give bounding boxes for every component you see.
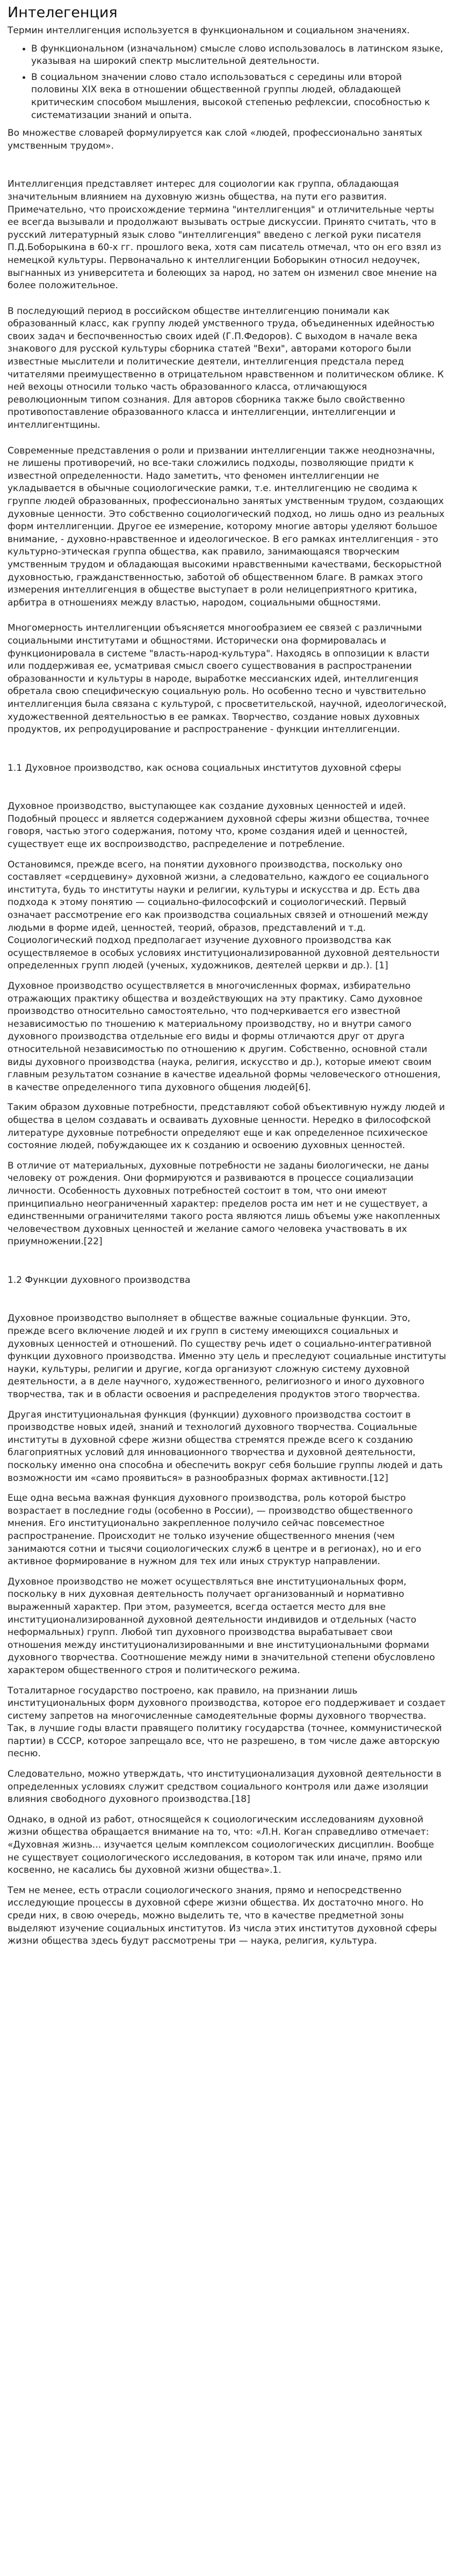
definition-paragraph: Во множестве словарей формулируется как слой «людей, профессионально занятых умственным трудом». [8,128,423,151]
list-item: • В функциональном (изначальном) смысле слово использовалось в латинском языке, указывая на широкий спектр мыслительной деятельности. [31,43,447,68]
meaning-list [8,43,447,122]
paragraph: Еще одна весьма важная функция духовного производства, роль которой быстро возрастает в последние годы (особенно в России), — производство общественного мнения. Его институционально закрепленное получило сейчас повсеместное распространение. Происходит не только изучение общественного мнения (чем занимаются сотни и тысячи социологических служб в центре и в регионах), но и его активное формирование в нужном для тех или иных структур направлении. [8,1493,422,1567]
page-title: Интелегенция [8,4,118,21]
paragraph: Остановимся, прежде всего, на понятии духовного производства, поскольку оно составляет «сердцевину» духовной жизни, а следовательно, каждого ее социального института, будь то институты науки и религии, культуры и искусства и др. Есть два подхода к этому понятию — социально-философский и социологический. Первый означает рассмотрение его как производства социальных связей и отношений между людьми в форме идей, ценностей, теорий, образов, представлений и т.д. Социологический подход предполагает изучение духовного производства как осуществляемое в особых условиях институционализированной духовной деятельности определенных групп людей (ученых, художников, деятелей церкви и др.). [1] [8,859,440,972]
paragraph: Тоталитарное государство построено, как правило, на признании лишь институциональных форм духовного производства, которое его поддерживает и создает систему запретов на многочисленные самодеятельные формы духовного творчества. Так, в лучшие годы власти правящего политику государства (точнее, коммунистической партии) в СССР, которое запрещало все, что не разрешено, в том числе даже авторскую песню. [8,1685,446,1760]
paragraph: Однако, в одной из работ, относящейся к социологическим исследованиям духовной жизни общества обращается внимание на то, что: «Л.Н. Коган справедливо отмечает: «Духовная жизнь... изучается целым комплексом социологических дисциплин. Вообще не существует социологического исследования, в котором так или иначе, прямо или косвенно, не касались бы духовной жизни общества».1. [8,1814,434,1876]
paragraph: В последующий период в российском обществе интеллигенцию понимали как образованный класс, как группу людей умственного труда, объединенных идейностью своих задач и беспочвенностью своих идей (Г.П.Федоров). С выходом в начале века знакового для русской культуры сборника статей "Вехи", авторами которого были известные мыслители и политические деятели, интеллигенция предстала перед читателями преимущественно в отрицательном нравственном и политическом облике. К ней вехоцы относили только часть образованного класса, отличающуюся революционным типом сознания. Для авторов сборника также было свойственно противопоставление образованного класса и интеллигенции, интеллигенции и интеллигентщины. [8,305,444,431]
section-heading: 1.1 Духовное производство, как основа социальных институтов духовной сферы [8,762,401,773]
paragraph: Духовное производство осуществляется в многочисленных формах, избирательно отражающих практику общества и воздействующих на эту практику. Само духовное производство относительно самостоятельно, что подчеркивается его известной независимостью по тношению к материальному производству, но и внутри самого духовного производства отдельные его виды и формы отличаются друг от друга относительной независимостью по отношению к другим. Собственно, основной стали виды духовного производства (наука, религия, искусство и др.), которые имеют своим главным результатом сознание в качестве идеальной формы человеческого отношения, в качестве определенного типа духовного общения людей[6]. [8,981,441,1093]
paragraph: Тем не менее, есть отрасли социологического знания, прямо и непосредственно исследующие процессы в духовной сфере жизни общества. Их достаточно много. Но среди них, в свою очередь, можно выделить те, что в качестве предметной зоны выделяют изучение социальных институтов. Из числа этих институтов духовной сферы жизни общества здесь будут рассмотрены три — наука, религия, культура. [8,1885,437,1947]
section-heading: 1.2 Функции духовного производства [8,1274,191,1286]
paragraph: Многомерность интеллигенции объясняется многообразием ее связей с различными социальными институтами и общностями. Исторически она формировалась и функционировала в системе "власть-народ-культура". Находясь в оппозиции к власти или поддерживая ее, усматривая смысл своего существования в распространении образованности и культуры в народе, выработке мессианских идей, интеллигенция обретала свою специфическую социальную роль. Но особенно тесно и чувствительно интеллигенция была связана с культурой, с просветительской, научной, идеологической, художественной деятельностью в ее рамках. Творчество, создание новых духовных продуктов, их репродуцирование и распространение - функции интеллигенции. [8,623,447,735]
paragraph: Духовное производство, выступающее как создание духовных ценностей и идей. Подобный процесс и является содержанием духовной сферы жизни общества, точнее говоря, частью этого содержания, потому что, кроме создания идей и ценностей, существует еще их воспроизводство, распределение и потребление. [8,801,430,850]
intro-paragraph: Термин интеллигенция используется в функциональном и социальном значениях. [8,25,410,36]
paragraph: В отличие от материальных, духовные потребности не заданы биологически, не даны человеку от рождения. Они формируются и развиваются в процессе социализации личности. Особенность духовных потребностей состоит в том, что они имеют принципиально неограниченный характер: пределов роста им нет и не существует, а единственными ограничителями такого роста являются лишь объемы уже накопленных человечеством духовных ценностей и желание самого человека участвовать в их приумножении.[22] [8,1160,440,1247]
paragraph: Интеллигенция представляет интерес для социологии как группа, обладающая значительным влиянием на духовную жизнь общества, на пути его развития. Примечательно, что происхождение термина "интеллигенция" и отличительные черты ее всегда вызывали и продолжают вызывать острые дискуссии. Принято считать, что в русский литературный язык слово "интеллигенция" введено с легкой руки писателя П.Д.Боборыкина в 60-х гг. прошлого века, хотя сам писатель отмечал, что он его взял из немецкой культуры. Первоначально к интеллигенции Боборыкин относил недоучек, выгнанных из университета и болеющих за народ, но затем он изменил свое мнение на более положительное. [8,179,442,291]
paragraph: Следовательно, можно утверждать, что институционализация духовной деятельности в определенных условиях служит средством социального контроля или даже изоляции влияния свободного духовного производства.[18] [8,1769,442,1805]
paragraph: Другая институциональная функция (функции) духовного производства состоит в производстве новых идей, знаний и технологий духовного творчества. Социальные институты в духовной сфере жизни общества стремятся прежде всего к созданию благоприятных условий для инновационного творчества и духовной деятельности, поскольку именно она способна и обеспечить вокруг себя большие группы людей и дать возможности им «само проявиться» в разнообразных формах активности.[12] [8,1409,443,1484]
paragraph: Духовное производство не может осуществляться вне институциональных форм, поскольку в них духовная деятельность получает организованный и нормативно выраженный характер. При этом, разумеется, всегда остается место для вне институционализированной духовной деятельности индивидов и отдельных (часто неформальных) групп. Любой тип духовного производства вырабатывает свои отношения между институционализированными и вне институциональными формами духовного творчества. Соотношение между ними в значительной степени обусловлено характером общественного строя и политического режима. [8,1576,435,1676]
paragraph: Таким образом духовные потребности, представляют собой объективную нужду людей и общества в целом создавать и осваивать духовные ценности. Нередко в философской литературе духовные потребности определяют еще и как определенное психическое состояние людей, побуждающее их к созданию и освоению духовных ценностей. [8,1102,445,1151]
paragraph: Современные представления о роли и призвании интеллигенции также неоднозначны, не лишены противоречий, но все-таки сложились подходы, позволяющие придти к известной определенности. Надо заметить, что феномен интеллигенции не укладывается в обычные социологические рамки, т.е. интеллигенцию не сводима к группе людей образованных, профессионально занятых умственным трудом, создающих духовные ценности. Это собственно социологический подход, но лишь одно из реальных форм интеллигенции. Другое ее измерение, которому многие авторы уделяют большое внимание, - духовно-нравственное и идеологическое. В его рамках интеллигенция - это культурно-этическая группа общества, как правило, занимающаяся творческим умственным трудом и обладающая высокими нравственными качествами, бескорыстной духовностью, гражданственностью, заботой об общественном благе. В рамках этого измерения интеллигенция в обществе выступает в роли нелицеприятного критика, арбитра в отношениях между властью, народом, социальными общностями. [8,445,445,608]
list-item: • В социальном значении слово стало использоваться с середины или второй половины XIX века в отношении общественной группы людей, обладающей критическим способом мышления, высокой степенью рефлексии, способностью к систематизации знаний и опыта. [31,71,447,122]
paragraph: Духовное производство выполняет в обществе важные социальные функции. Это, прежде всего включение людей и их групп в систему имеющихся социальных и духовных ценностей и отношений. По существу речь идет о социально-интегративной функции духовного производства. Именно эту цель и преследуют социальные институты науки, культуры, религии и другие, когда организуют сложную систему духовной деятельности, а в деле научного, художественного, религиозного и иного духовного творчества, так и в области освоения и распределения продуктов этого творчества. [8,1313,446,1400]
